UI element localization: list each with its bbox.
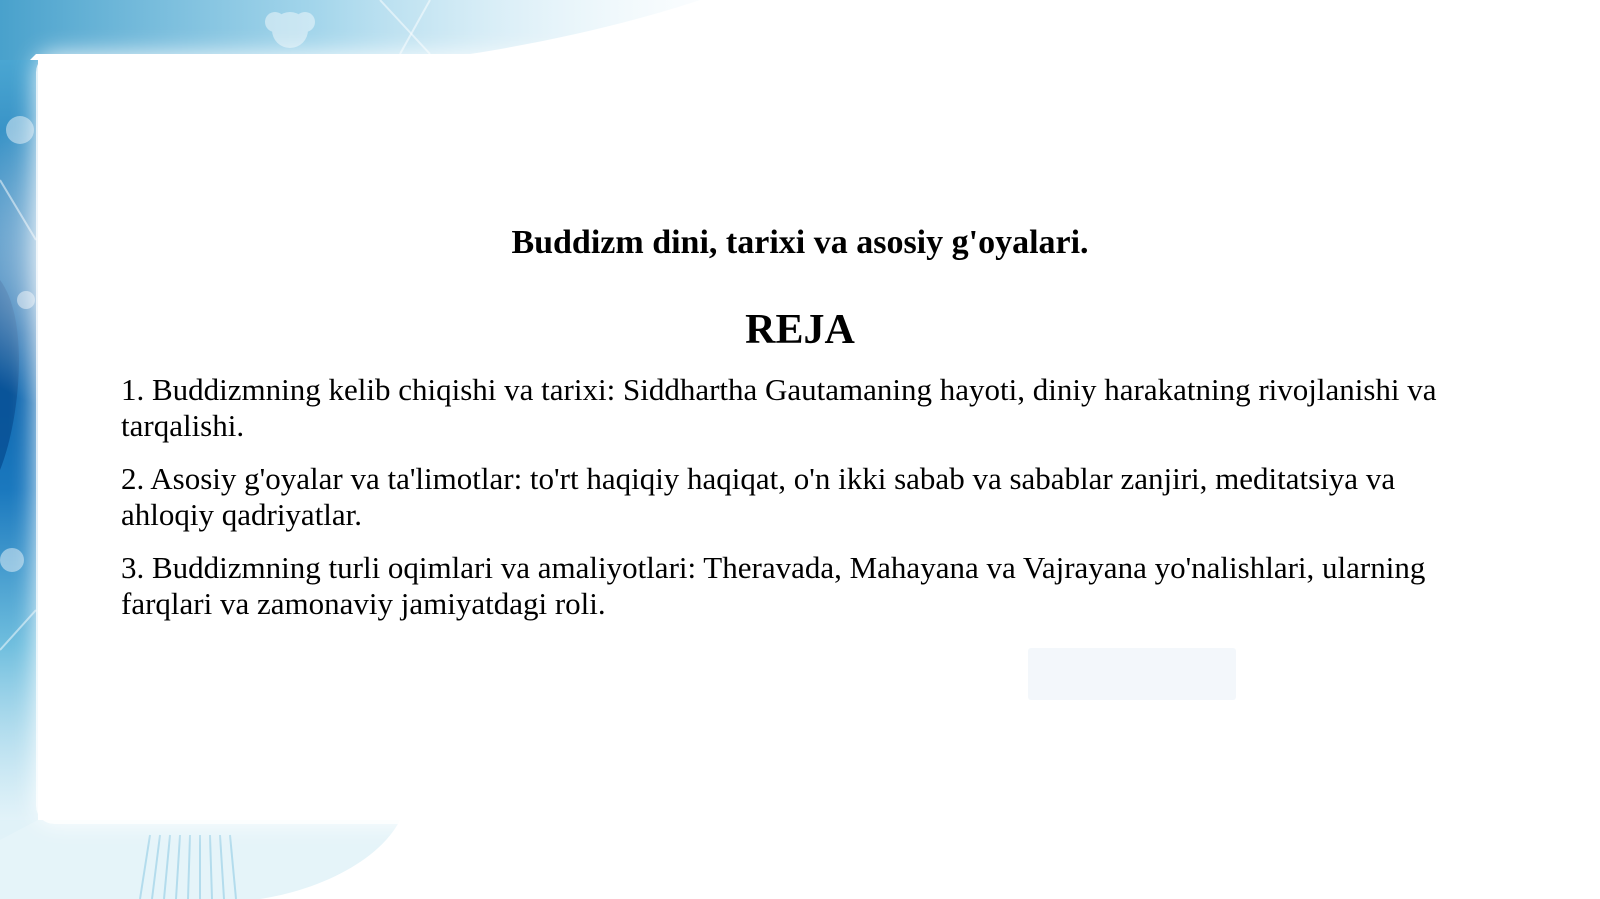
- plan-item-1: 1. Buddizmning kelib chiqishi va tarixi: Siddhartha Gautamaning hayoti, diniy harakatning rivojlanishi va tarqalishi.: [121, 372, 1437, 443]
- plan-item-3: 3. Buddizmning turli oqimlari va amaliyotlari: Theravada, Mahayana va Vajrayana yo'nalishlari, ularning farqlari va zamonaviy jamiyatdagi roli.: [121, 550, 1426, 621]
- plan-item-2: 2. Asosiy g'oyalar va ta'limotlar: to'rt haqiqiy haqiqat, o'n ikki sabab va sabablar zanjiri, meditatsiya va ahloqiy qadriyatlar.: [121, 461, 1396, 532]
- faded-placeholder-box: [1028, 648, 1236, 700]
- plan-heading: REJA: [745, 307, 855, 353]
- slide-title: Buddizm dini, tarixi va asosiy g'oyalari.: [511, 224, 1089, 261]
- plan-list: [121, 372, 1461, 639]
